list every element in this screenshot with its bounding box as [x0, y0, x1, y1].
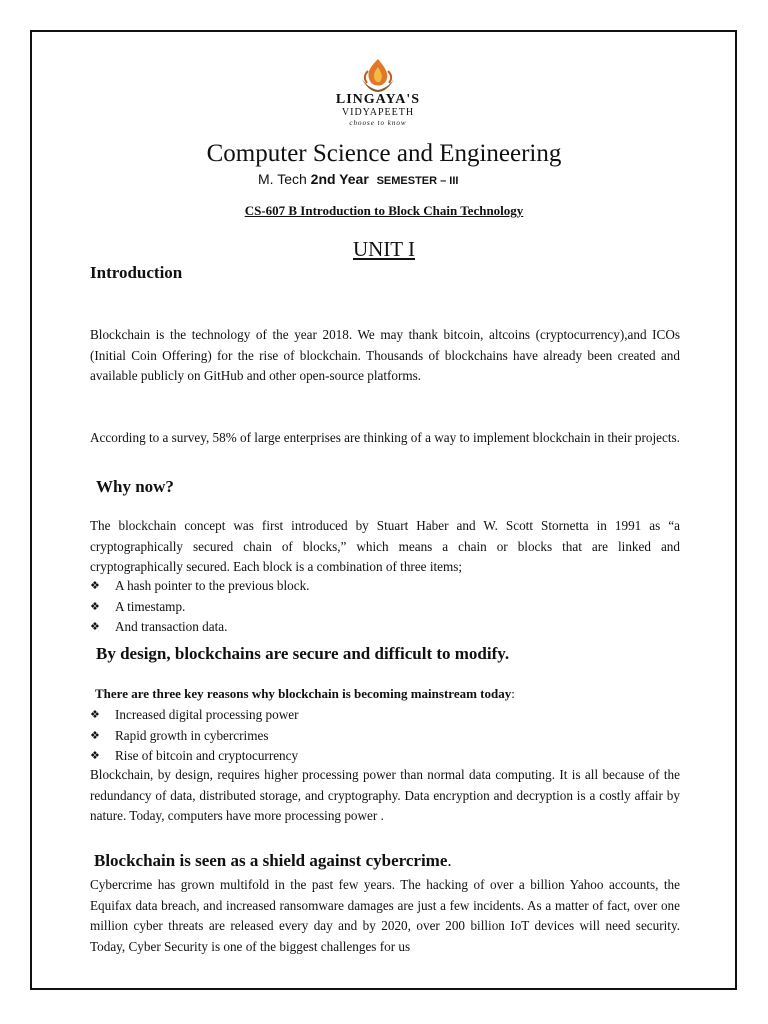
bullet-diamond-icon: ❖ [90, 599, 100, 613]
program-line [258, 170, 458, 190]
intro-paragraph-2: According to a survey, 58% of large enterprises are thinking of a way to implement blockchain in their projects. [90, 430, 680, 445]
flame-icon [318, 57, 438, 93]
list-item: ❖ Rapid growth in cybercrimes [90, 726, 298, 747]
why-now-paragraph: The blockchain concept was first introduced by Stuart Haber and W. Scott Stornetta in 1991 as “a cryptographically secured chain of blocks,” which means a chain or blocks that are linked and cryptographically secured. Each block is a combination of three items; [90, 518, 680, 574]
logo-subname: VIDYAPEETH [341, 107, 415, 118]
list-item: ❖ A hash pointer to the previous block. [90, 576, 309, 597]
section-heading-by-design: By design, blockchains are secure and difficult to modify. [96, 644, 510, 663]
reasons-list [90, 705, 298, 767]
design-paragraph: Blockchain, by design, requires higher processing power than normal data computing. It is all because of the redundancy of data, distributed storage, and cryptography. Data encryption and decryption is a costly affair by nature. Today, computers have more processing power . [90, 767, 680, 823]
institution-logo [318, 57, 438, 127]
list-item: ❖ A timestamp. [90, 597, 309, 618]
bullet-diamond-icon: ❖ [90, 579, 100, 592]
section-heading-shield: Blockchain is seen as a shield against cybercrime. [94, 851, 452, 870]
reasons-subheading: There are three key reasons why blockchain is becoming mainstream today: [95, 686, 515, 701]
bullet-diamond-icon: ❖ [90, 708, 100, 721]
program-year: 2nd Year [310, 171, 369, 187]
semester-label: SEMESTER – III [376, 175, 459, 187]
logo-name: LINGAYA'S [335, 92, 421, 107]
list-item: ❖ And transaction data. [90, 617, 309, 638]
bullet-diamond-icon: ❖ [90, 749, 100, 762]
bullet-diamond-icon: ❖ [90, 728, 100, 742]
unit-title: UNIT I [352, 237, 415, 261]
logo-tagline: choose to know [349, 119, 407, 127]
department-title: Computer Science and Engineering [206, 140, 562, 167]
shield-paragraph: Cybercrime has grown multifold in the past few years. The hacking of over a billion Yahoo accounts, the Equifax data breach, and increased ransomware damages are just a few incidents. As a matter of fact, over one million cyber threats are released every day and by 2020, over 200 billion IoT devices will need security. Today, Cyber Security is one of the biggest challenges for us [90, 877, 680, 954]
bullet-diamond-icon: ❖ [90, 620, 100, 633]
list-item: ❖ Increased digital processing power [90, 705, 298, 726]
list-item: ❖ Rise of bitcoin and cryptocurrency [90, 746, 298, 767]
block-items-list [90, 576, 309, 638]
section-heading-introduction: Introduction [90, 263, 183, 282]
section-heading-why-now: Why now? [96, 477, 174, 496]
course-title: CS-607 B Introduction to Block Chain Technology [244, 203, 524, 218]
program-prefix: M. Tech [258, 171, 311, 187]
intro-paragraph-1: Blockchain is the technology of the year 2018. We may thank bitcoin, altcoins (cryptocurrency),and ICOs (Initial Coin Offering) for the rise of blockchain. Thousands of blockchains have already been created and available publicly on GitHub and other open-source platforms. [90, 327, 680, 383]
